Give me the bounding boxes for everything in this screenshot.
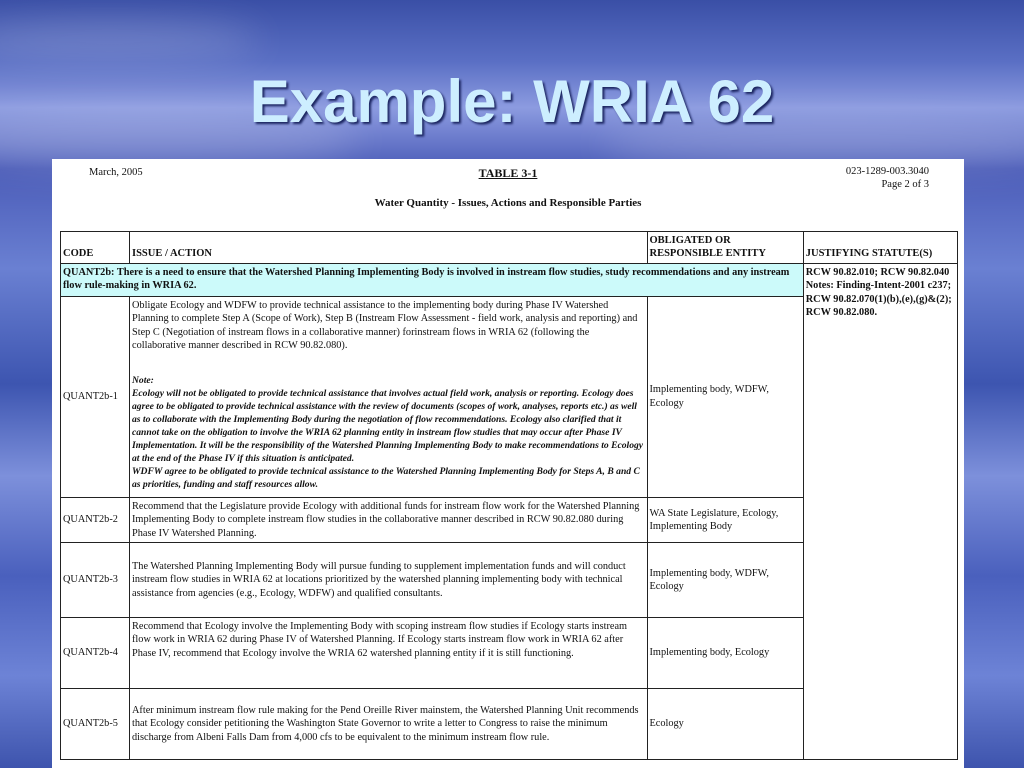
row-code: QUANT2b-4 [61, 618, 130, 689]
justifying-statute: RCW 90.82.010; RCW 90.82.040 Notes: Finding-Intent-2001 c237; RCW 90.82.070(1)(b),(e),(g)&(2); RCW 90.82.080. [803, 263, 957, 759]
header-issue: ISSUE / ACTION [130, 232, 648, 264]
background-cloud [0, 20, 260, 60]
note-label: Note: [132, 375, 154, 387]
table-subtitle: Water Quantity - Issues, Actions and Responsible Parties [374, 197, 642, 209]
page-number: Page 2 of 3 [881, 179, 929, 190]
row-code: QUANT2b-3 [61, 543, 130, 618]
row-action: The Watershed Planning Implementing Body will pursue funding to supplement implementation funds and will conduct instream flow studies in WRIA 62 at locations prioritized by the watershed planning implementing body with technical assistance from agencies (e.g., Ecology, WDFW) and qualified consultants. [130, 543, 648, 618]
header-code: CODE [61, 232, 130, 264]
row-action: Recommend that the Legislature provide Ecology with additional funds for instream flow work for the Watershed Planning Implementing Body to complete instream flow studies in the collaborative manner described in RCW 90.82.080 during Phase IV Watershed Planning. [130, 497, 648, 542]
slide-title: Example: WRIA 62 [249, 68, 775, 135]
row-action: After minimum instream flow rule making for the Pend Oreille River mainstem, the Watershed Planning Unit recommends that Ecology consider petitioning the Washington State Governor to write a letter to Congress to raise the minimum discharge from Albeni Falls Dam from 4,000 cfs to be equivalent to the minimum instream flow rule. [130, 689, 648, 760]
row-entity: WA State Legislature, Ecology, Implementing Body [647, 497, 803, 542]
row-code: QUANT2b-1 [61, 296, 130, 497]
document-image [52, 159, 964, 768]
header-entity: OBLIGATED OR RESPONSIBLE ENTITY [647, 232, 803, 264]
action-note [132, 374, 645, 491]
row-code: QUANT2b-5 [61, 689, 130, 760]
row-action [130, 296, 648, 497]
reference-number: 023-1289-003.3040 [845, 166, 929, 177]
table-title: TABLE 3-1 [478, 166, 538, 180]
row-code: QUANT2b-2 [61, 497, 130, 542]
document-reference [846, 165, 929, 191]
row-entity: Ecology [647, 689, 803, 760]
note-text-wdfw: WDFW agree to be obligated to provide technical assistance to the Watershed Planning Implementing Body for Steps A, B and C as priorities, funding and staff resources allow. [132, 466, 640, 491]
quant-heading: QUANT2b: There is a need to ensure that the Watershed Planning Implementing Body is involved in instream flow studies, study recommendations and any instream flow rule-making in WRIA 62. [61, 263, 804, 296]
action-text: Obligate Ecology and WDFW to provide technical assistance to the implementing body during Phase IV Watershed Planning to complete Step A (Scope of Work), Step B (Instream Flow Assessment - field work, analysis and reporting) and Step C (Negotiation of instream flows in a collaborative manner) forinstream flows in WRIA 62 (following the collaborative manner described in RCW 90.82.080). [132, 299, 638, 352]
issues-table [60, 231, 958, 760]
row-entity: Implementing body, WDFW, Ecology [647, 543, 803, 618]
table-header-row [61, 232, 958, 264]
document-header [52, 159, 964, 229]
header-statute: JUSTIFYING STATUTE(S) [803, 232, 957, 264]
note-text: Ecology will not be obligated to provide technical assistance that involves actual field work, analysis or reporting. Ecology does agree to be obligated to provide technical assistance with the review of documents (scopes of work, analyses, reports etc.) as well as to collaborate with the Implementing Body during the negotiation of flow recommendations. Ecology also clarified that it cannot take on the obligation to involve the WRIA 62 planning entity in instream flow studies that may occur after Phase IV Implementation. It will be the responsibility of the Watershed Planning Implementing Body to make recommendations to Ecology at the end of the Phase IV if this situation is anticipated. [132, 388, 644, 465]
row-entity: Implementing body, Ecology [647, 618, 803, 689]
quant-heading-row [61, 263, 958, 296]
row-entity: Implementing body, WDFW, Ecology [647, 296, 803, 497]
document-date: March, 2005 [89, 167, 143, 178]
row-action: Recommend that Ecology involve the Implementing Body with scoping instream flow studies if Ecology starts instream flow work in WRIA 62 during Phase IV of Watershed Planning. If Ecology starts instream flow work in WRIA 62 after Phase IV, recommend that Ecology involve the WRIA 62 watershed planning entity if it is still functioning. [130, 618, 648, 689]
